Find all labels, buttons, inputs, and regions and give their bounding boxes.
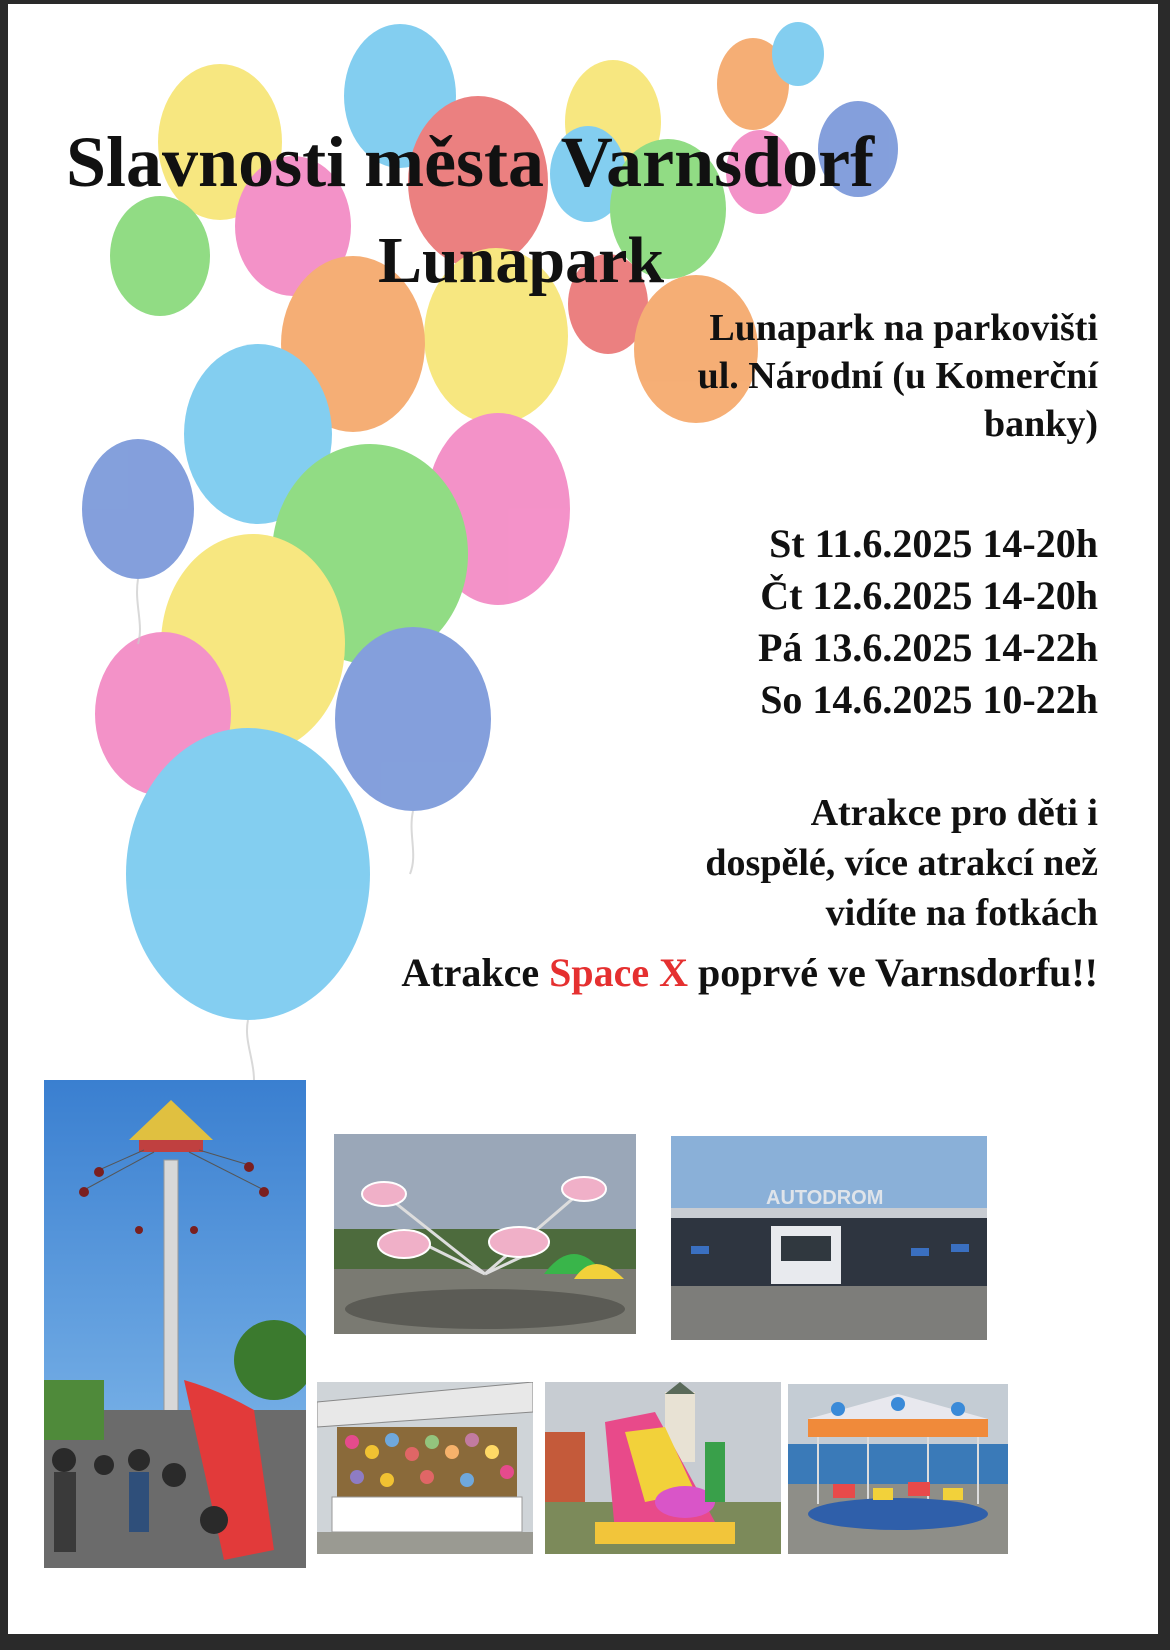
schedule-block: [758, 518, 1098, 726]
attractions-line: vidíte na fotkách: [825, 892, 1098, 934]
location-line: Lunapark na parkovišti: [709, 307, 1098, 349]
spacex-after: poprvé ve Varnsdorfu!!: [687, 950, 1098, 995]
location-block: [698, 304, 1098, 448]
balloon-icon: [126, 728, 370, 1020]
spacex-before: Atrakce: [401, 950, 550, 995]
balloon-icon: [82, 439, 194, 579]
spacex-announcement: [401, 948, 1098, 998]
location-line: banky): [983, 403, 1098, 445]
balloon-icon: [772, 22, 824, 86]
attractions-line: dospělé, více atrakcí než: [705, 842, 1098, 884]
schedule-line: St 11.6.2025 14-20h: [769, 521, 1098, 566]
balloon-icon: [110, 196, 210, 316]
autodrom-photo: [671, 1136, 987, 1340]
poster-title: Slavnosti města Varnsdorf: [66, 122, 875, 202]
poster-subtitle: Lunapark: [378, 224, 665, 297]
prize-booth-photo: [317, 1382, 533, 1554]
schedule-line: Pá 13.6.2025 14-22h: [758, 625, 1098, 670]
attractions-line: Atrakce pro děti i: [810, 792, 1098, 834]
attractions-block: [705, 788, 1098, 938]
balloon-icon: [335, 627, 491, 811]
schedule-line: So 14.6.2025 10-22h: [760, 677, 1098, 722]
inflatable-slide-photo: [545, 1382, 781, 1554]
flamingo-carousel-photo: [334, 1134, 636, 1334]
spacex-highlight: Space X: [549, 950, 688, 995]
chain-swing-tower-photo: [44, 1080, 306, 1568]
autodrom-sign-text: AUTODROM: [766, 1187, 884, 1209]
kids-carousel-photo: [788, 1384, 1008, 1554]
schedule-line: Čt 12.6.2025 14-20h: [760, 573, 1098, 618]
poster-page: [8, 4, 1158, 1634]
location-line: ul. Národní (u Komerční: [697, 355, 1098, 397]
